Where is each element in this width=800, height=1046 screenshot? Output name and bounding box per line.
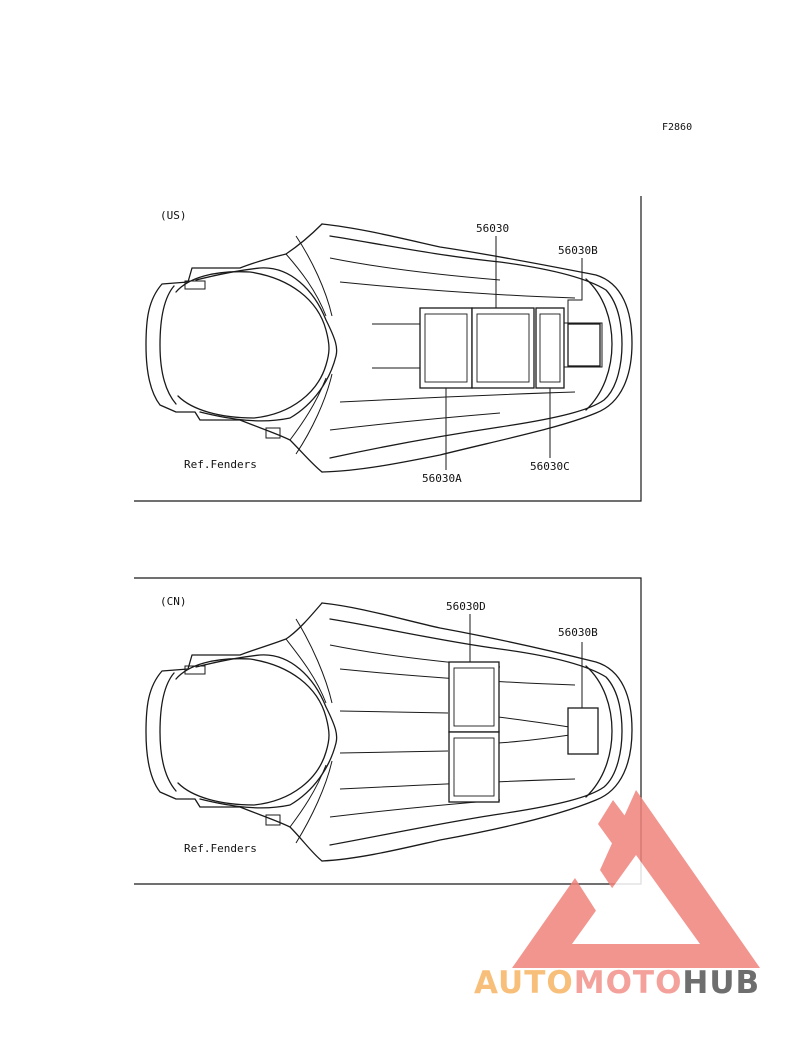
decal-56030b xyxy=(568,324,600,366)
panel-us xyxy=(134,196,641,501)
decal-56030 xyxy=(472,308,534,388)
svg-text:AUTOMOTOHUB xyxy=(474,965,760,1001)
watermark xyxy=(474,790,760,1001)
reference-label: Ref.Fenders xyxy=(184,458,257,471)
panel-us-decals xyxy=(420,308,600,388)
part-number-56030a: 56030A xyxy=(422,472,462,485)
panel-us-frame xyxy=(134,196,641,501)
decal-56030d-upper xyxy=(449,662,499,732)
part-number-56030: 56030 xyxy=(476,222,510,235)
part-number-56030b: 56030B xyxy=(558,244,598,257)
panel-cn xyxy=(134,578,641,884)
decal-56030d-lower xyxy=(449,732,499,802)
panel-us-region-label: (US) xyxy=(160,209,187,222)
decal-56030b xyxy=(568,708,598,754)
leader-56030b xyxy=(568,258,582,324)
part-number-56030c: 56030C xyxy=(530,460,570,473)
panel-cn-region-label: (CN) xyxy=(160,595,187,608)
part-number-56030b: 56030B xyxy=(558,626,598,639)
watermark-auto: AUTO xyxy=(474,965,574,1001)
watermark-logo-icon xyxy=(512,790,760,968)
decal-56030a xyxy=(420,308,472,388)
panel-cn-frame xyxy=(134,578,641,884)
reference-label: Ref.Fenders xyxy=(184,842,257,855)
watermark-hub: HUB xyxy=(682,965,761,1001)
figure-id: F2860 xyxy=(662,122,693,133)
watermark-moto: MOTO xyxy=(573,965,683,1001)
part-number-56030d: 56030D xyxy=(446,600,486,613)
panel-cn-motorcycle-outline xyxy=(146,603,632,861)
